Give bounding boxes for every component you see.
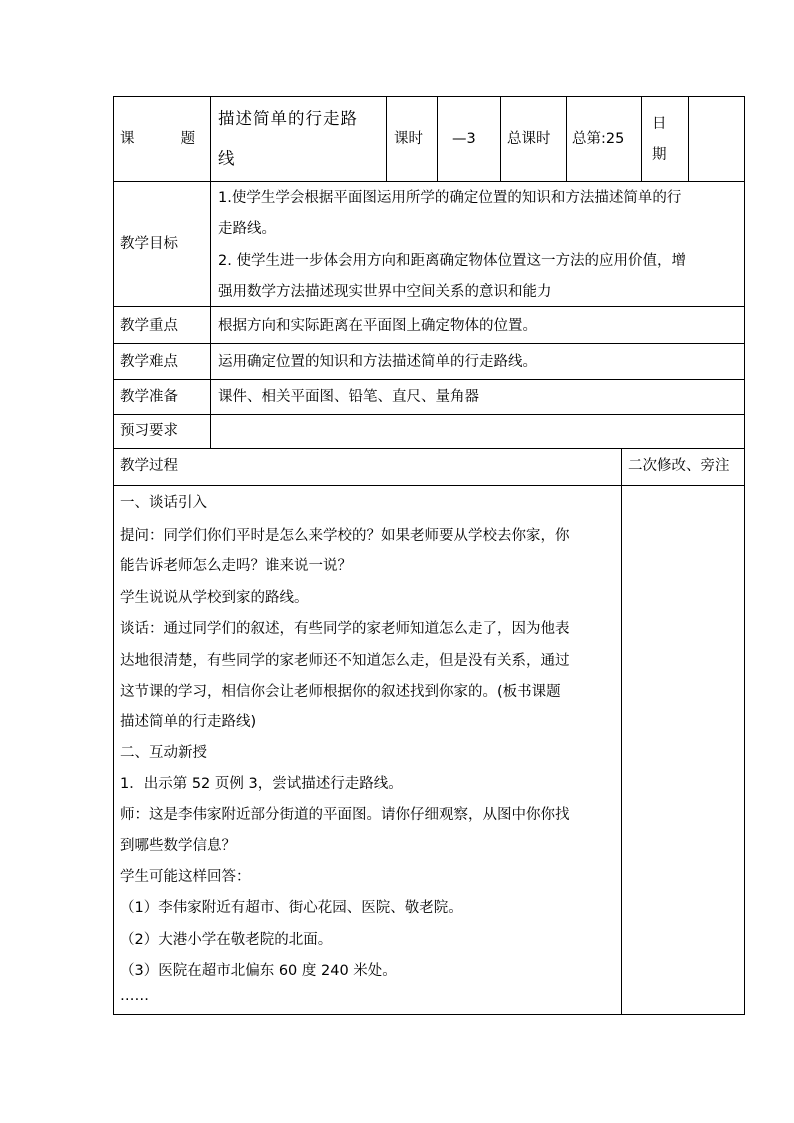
header-divider	[386, 96, 387, 182]
period-value: —3	[452, 131, 476, 147]
header-divider	[566, 96, 567, 182]
side-notes-divider	[621, 448, 622, 1015]
date-label-line1: 日	[652, 116, 667, 132]
row-divider	[113, 379, 745, 380]
header-divider	[500, 96, 501, 182]
goals-line: 强用数学方法描述现实世界中空间关系的意识和能力	[218, 284, 552, 300]
key-point-label: 教学重点	[120, 318, 178, 334]
preparation-value: 课件、相关平面图、铅笔、直尺、量角器	[218, 389, 479, 405]
table-border-right	[744, 96, 745, 1015]
process-line: 一、谈话引入	[120, 495, 207, 511]
process-label: 教学过程	[120, 458, 178, 474]
process-line: 谈话：通过同学们的叙述，有些同学的家老师知道怎么走了，因为他表	[120, 621, 570, 637]
process-line: 能告诉老师怎么走吗？谁来说一说？	[120, 558, 352, 574]
date-label-line2: 期	[652, 147, 667, 163]
process-line: 学生可能这样回答：	[120, 869, 251, 885]
process-line: 二、互动新授	[120, 745, 207, 761]
table-border-left	[113, 96, 114, 1015]
difficulty-label: 教学难点	[120, 354, 178, 370]
process-line: 到哪些数学信息？	[120, 838, 236, 854]
process-line: （2）大港小学在敬老院的北面。	[120, 932, 333, 948]
topic-label: 课 题	[120, 131, 196, 147]
row-divider	[113, 485, 745, 486]
header-divider	[437, 96, 438, 182]
key-point-value: 根据方向和实际距离在平面图上确定物体的位置。	[218, 318, 537, 334]
label-column-divider	[210, 96, 211, 449]
row-divider	[113, 448, 745, 449]
table-border-bottom	[113, 1014, 745, 1015]
total-periods-label: 总课时	[507, 131, 551, 147]
table-border-top	[113, 96, 745, 97]
process-line: 师：这是李伟家附近部分街道的平面图。请你仔细观察，从图中你你找	[120, 807, 570, 823]
topic-title-line1: 描述简单的行走路	[218, 109, 358, 128]
goals-label: 教学目标	[120, 236, 178, 252]
row-divider	[113, 181, 745, 182]
process-line: ……	[120, 988, 149, 1004]
row-divider	[113, 343, 745, 344]
process-line: 1．出示第 52 页例 3，尝试描述行走路线。	[120, 776, 403, 792]
process-line: 描述简单的行走路线)	[120, 714, 257, 730]
process-line: 这节课的学习，相信你会让老师根据你的叙述找到你家的。(板书课题	[120, 684, 561, 700]
preparation-label: 教学准备	[120, 389, 178, 405]
row-divider	[113, 306, 745, 307]
period-label: 课时	[394, 131, 423, 147]
preview-label: 预习要求	[120, 423, 178, 439]
process-line: （1）李伟家附近有超市、街心花园、医院、敬老院。	[120, 900, 463, 916]
process-line: 学生说说从学校到家的路线。	[120, 590, 309, 606]
header-divider	[641, 96, 642, 182]
topic-title-line2: 线	[218, 149, 235, 168]
goals-line: 1.使学生学会根据平面图运用所学的确定位置的知识和方法描述简单的行	[218, 190, 682, 206]
goals-line: 走路线。	[218, 221, 276, 237]
header-divider	[688, 96, 689, 182]
process-line: （3）医院在超市北偏东 60 度 240 米处。	[120, 963, 397, 979]
total-periods-value: 总第:25	[572, 131, 625, 147]
process-line: 达地很清楚，有些同学的家老师还不知道怎么走，但是没有关系，通过	[120, 653, 570, 669]
difficulty-value: 运用确定位置的知识和方法描述简单的行走路线。	[218, 354, 537, 370]
row-divider	[113, 414, 745, 415]
goals-line: 2. 使学生进一步体会用方向和距离确定物体位置这一方法的应用价值，增	[218, 253, 686, 269]
process-line: 提问：同学们你们平时是怎么来学校的？如果老师要从学校去你家，你	[120, 528, 570, 544]
side-notes-label: 二次修改、旁注	[628, 458, 730, 474]
